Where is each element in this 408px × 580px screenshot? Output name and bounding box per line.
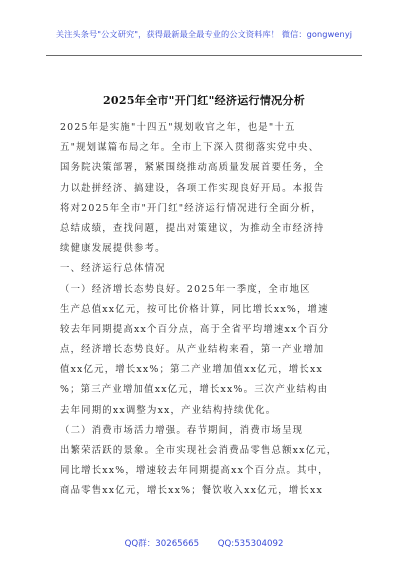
document-title: 2025年全市"开门红"经济运行情况分析 [102, 94, 306, 107]
document-body [60, 118, 356, 502]
qq-group-text: QQ群：30265665 [124, 539, 200, 549]
body-line: 去年同期的xx调整为xx，产业结构持续优化。 [60, 404, 277, 416]
body-line: （一）经济增长态势良好。2025年一季度，全市地区 [60, 283, 311, 295]
body-line: 国务院决策部署，紧紧围绕推动高质量发展首要任务，全 [60, 162, 325, 174]
body-line: （二）消费市场活力增强。春节期间，消费市场呈现 [60, 424, 304, 436]
body-line: 力以赴拼经济、搞建设，各项工作实现良好开局。本报告 [60, 182, 325, 194]
body-line: 值xx亿元，增长xx%；第二产业增加值xx亿元，增长xx [60, 364, 323, 376]
qq-text: QQ:535304092 [217, 539, 284, 549]
header-divider [46, 55, 362, 56]
body-line: 续健康发展提供参考。 [60, 243, 166, 255]
body-line: 将对2025年全市"开门红"经济运行情况进行全面分析， [60, 202, 322, 214]
body-line: %；第三产业增加值xx亿元，增长xx%。三次产业结构由 [60, 384, 329, 396]
body-line: 生产总值xx亿元，按可比价格计算，同比增长xx%，增速 [60, 303, 329, 315]
header-banner [0, 0, 408, 60]
body-line: 2025年是实施"十四五"规划收官之年，也是"十五 [60, 122, 296, 133]
body-line: 五"规划谋篇布局之年。全市上下深入贯彻落实党中央、 [60, 142, 320, 154]
section-heading: 一、经济运行总体情况 [60, 263, 166, 275]
body-line: 总结成绩，查找问题，提出对策建议，为推动全市经济持 [60, 222, 325, 234]
body-line: 商品零售xx亿元，增长xx%；餐饮收入xx亿元，增长xx [60, 485, 323, 497]
body-line: 点，经济增长态势良好。从产业结构来看，第一产业增加 [60, 344, 325, 356]
footer-contact [0, 537, 408, 549]
header-banner-text: 关注头条号"公文研究"，获得最新最全最专业的公文资料库！ 微信：gongwenyj [55, 29, 353, 39]
body-line: 出繁荣活跃的景象。全市实现社会消费品零售总额xx亿元， [60, 445, 338, 456]
body-line: 同比增长xx%，增速较去年同期提高xx个百分点。其中， [60, 465, 329, 477]
body-line: 较去年同期提高xx个百分点，高于全省平均增速xx个百分 [60, 323, 330, 335]
